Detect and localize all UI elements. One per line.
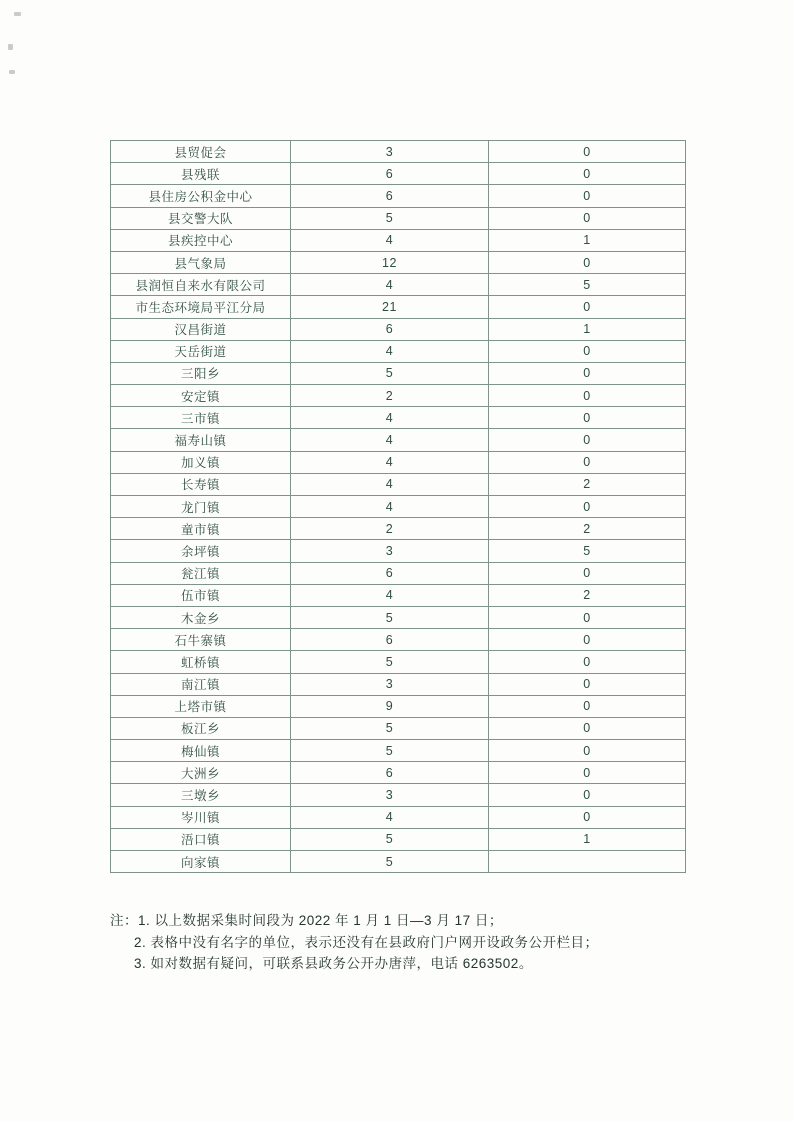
- value-cell: 0: [489, 784, 686, 806]
- unit-name-cell: 虹桥镇: [111, 651, 291, 673]
- unit-name-cell: 长寿镇: [111, 473, 291, 495]
- table-row: [111, 540, 686, 562]
- value-cell: 3: [291, 784, 489, 806]
- unit-name-cell: 三市镇: [111, 407, 291, 429]
- value-cell: 0: [489, 407, 686, 429]
- unit-name-cell: 板江乡: [111, 717, 291, 739]
- value-cell: 5: [291, 851, 489, 873]
- value-cell: 0: [489, 296, 686, 318]
- table-row: [111, 695, 686, 717]
- table-row: [111, 385, 686, 407]
- value-cell: 5: [489, 274, 686, 296]
- value-cell: 2: [291, 518, 489, 540]
- table-row: [111, 429, 686, 451]
- value-cell: 0: [489, 207, 686, 229]
- note-line-1: 注：1. 以上数据采集时间段为 2022 年 1 月 1 日—3 月 17 日；: [110, 913, 503, 928]
- value-cell: 9: [291, 695, 489, 717]
- value-cell: 5: [489, 540, 686, 562]
- value-cell: 6: [291, 318, 489, 340]
- value-cell: 0: [489, 451, 686, 473]
- unit-name-cell: 县疾控中心: [111, 229, 291, 251]
- unit-name-cell: 县气象局: [111, 251, 291, 273]
- value-cell: 4: [291, 473, 489, 495]
- table-row: [111, 629, 686, 651]
- unit-name-cell: 县住房公积金中心: [111, 185, 291, 207]
- value-cell: 5: [291, 717, 489, 739]
- table-row: [111, 851, 686, 873]
- unit-name-cell: 梅仙镇: [111, 740, 291, 762]
- unit-name-cell: 县残联: [111, 163, 291, 185]
- unit-name-cell: 天岳街道: [111, 340, 291, 362]
- value-cell: 2: [489, 584, 686, 606]
- value-cell: 1: [489, 828, 686, 850]
- unit-name-cell: 县贸促会: [111, 141, 291, 163]
- table-row: [111, 806, 686, 828]
- value-cell: 4: [291, 451, 489, 473]
- value-cell: 4: [291, 340, 489, 362]
- table-row: [111, 584, 686, 606]
- unit-name-cell: 童市镇: [111, 518, 291, 540]
- value-cell: 3: [291, 141, 489, 163]
- value-cell: 5: [291, 207, 489, 229]
- value-cell: [489, 851, 686, 873]
- table-row: [111, 651, 686, 673]
- value-cell: 0: [489, 496, 686, 518]
- value-cell: 2: [489, 518, 686, 540]
- value-cell: 6: [291, 163, 489, 185]
- table-row: [111, 496, 686, 518]
- value-cell: 0: [489, 141, 686, 163]
- value-cell: 0: [489, 806, 686, 828]
- value-cell: 0: [489, 429, 686, 451]
- unit-name-cell: 木金乡: [111, 606, 291, 628]
- value-cell: 4: [291, 274, 489, 296]
- unit-name-cell: 石牛寨镇: [111, 629, 291, 651]
- value-cell: 1: [489, 318, 686, 340]
- value-cell: 5: [291, 362, 489, 384]
- unit-name-cell: 上塔市镇: [111, 695, 291, 717]
- unit-name-cell: 县润恒自来水有限公司: [111, 274, 291, 296]
- unit-name-cell: 市生态环境局平江分局: [111, 296, 291, 318]
- value-cell: 3: [291, 673, 489, 695]
- value-cell: 4: [291, 229, 489, 251]
- value-cell: 0: [489, 695, 686, 717]
- unit-name-cell: 三墩乡: [111, 784, 291, 806]
- value-cell: 6: [291, 629, 489, 651]
- table-row: [111, 673, 686, 695]
- table-row: [111, 740, 686, 762]
- table-row: [111, 828, 686, 850]
- value-cell: 21: [291, 296, 489, 318]
- table-row: [111, 340, 686, 362]
- unit-name-cell: 岑川镇: [111, 806, 291, 828]
- value-cell: 5: [291, 651, 489, 673]
- scan-artifact: [14, 12, 21, 16]
- table-row: [111, 762, 686, 784]
- value-cell: 0: [489, 385, 686, 407]
- value-cell: 0: [489, 740, 686, 762]
- table-row: [111, 141, 686, 163]
- unit-name-cell: 浯口镇: [111, 828, 291, 850]
- value-cell: 4: [291, 584, 489, 606]
- value-cell: 0: [489, 251, 686, 273]
- value-cell: 4: [291, 429, 489, 451]
- table-row: [111, 606, 686, 628]
- table-row: [111, 251, 686, 273]
- unit-name-cell: 安定镇: [111, 385, 291, 407]
- value-cell: 1: [489, 229, 686, 251]
- value-cell: 0: [489, 717, 686, 739]
- value-cell: 5: [291, 606, 489, 628]
- value-cell: 0: [489, 562, 686, 584]
- value-cell: 6: [291, 762, 489, 784]
- scan-artifact: [8, 44, 13, 50]
- value-cell: 0: [489, 606, 686, 628]
- unit-name-cell: 瓮江镇: [111, 562, 291, 584]
- table-row: [111, 451, 686, 473]
- table-row: [111, 518, 686, 540]
- unit-name-cell: 伍市镇: [111, 584, 291, 606]
- value-cell: 0: [489, 185, 686, 207]
- value-cell: 0: [489, 629, 686, 651]
- note-line-2: 2. 表格中没有名字的单位，表示还没有在县政府门户网开设政务公开栏目；: [134, 934, 599, 950]
- value-cell: 0: [489, 673, 686, 695]
- unit-name-cell: 龙门镇: [111, 496, 291, 518]
- unit-name-cell: 南江镇: [111, 673, 291, 695]
- value-cell: 0: [489, 762, 686, 784]
- table-row: [111, 407, 686, 429]
- value-cell: 2: [291, 385, 489, 407]
- value-cell: 0: [489, 362, 686, 384]
- table-row: [111, 318, 686, 340]
- value-cell: 4: [291, 407, 489, 429]
- unit-name-cell: 三阳乡: [111, 362, 291, 384]
- table-row: [111, 296, 686, 318]
- table-row: [111, 229, 686, 251]
- value-cell: 0: [489, 163, 686, 185]
- value-cell: 0: [489, 340, 686, 362]
- table-row: [111, 717, 686, 739]
- unit-name-cell: 加义镇: [111, 451, 291, 473]
- unit-name-cell: 向家镇: [111, 851, 291, 873]
- unit-name-cell: 福寿山镇: [111, 429, 291, 451]
- table-body: [111, 141, 686, 873]
- table-row: [111, 185, 686, 207]
- value-cell: 6: [291, 562, 489, 584]
- value-cell: 4: [291, 806, 489, 828]
- table-row: [111, 562, 686, 584]
- table-row: [111, 784, 686, 806]
- table-row: [111, 163, 686, 185]
- value-cell: 12: [291, 251, 489, 273]
- table-row: [111, 473, 686, 495]
- value-cell: 3: [291, 540, 489, 562]
- value-cell: 5: [291, 740, 489, 762]
- value-cell: 5: [291, 828, 489, 850]
- unit-name-cell: 大洲乡: [111, 762, 291, 784]
- table-row: [111, 207, 686, 229]
- footnotes: [110, 910, 710, 975]
- unit-name-cell: 县交警大队: [111, 207, 291, 229]
- unit-name-cell: 汉昌街道: [111, 318, 291, 340]
- value-cell: 4: [291, 496, 489, 518]
- table-row: [111, 362, 686, 384]
- units-openness-table: [110, 140, 686, 873]
- value-cell: 2: [489, 473, 686, 495]
- scan-artifact: [9, 70, 15, 74]
- value-cell: 0: [489, 651, 686, 673]
- value-cell: 6: [291, 185, 489, 207]
- table-row: [111, 274, 686, 296]
- unit-name-cell: 余坪镇: [111, 540, 291, 562]
- note-line-3: 3. 如对数据有疑问，可联系县政务公开办唐萍，电话 6263502。: [134, 956, 533, 971]
